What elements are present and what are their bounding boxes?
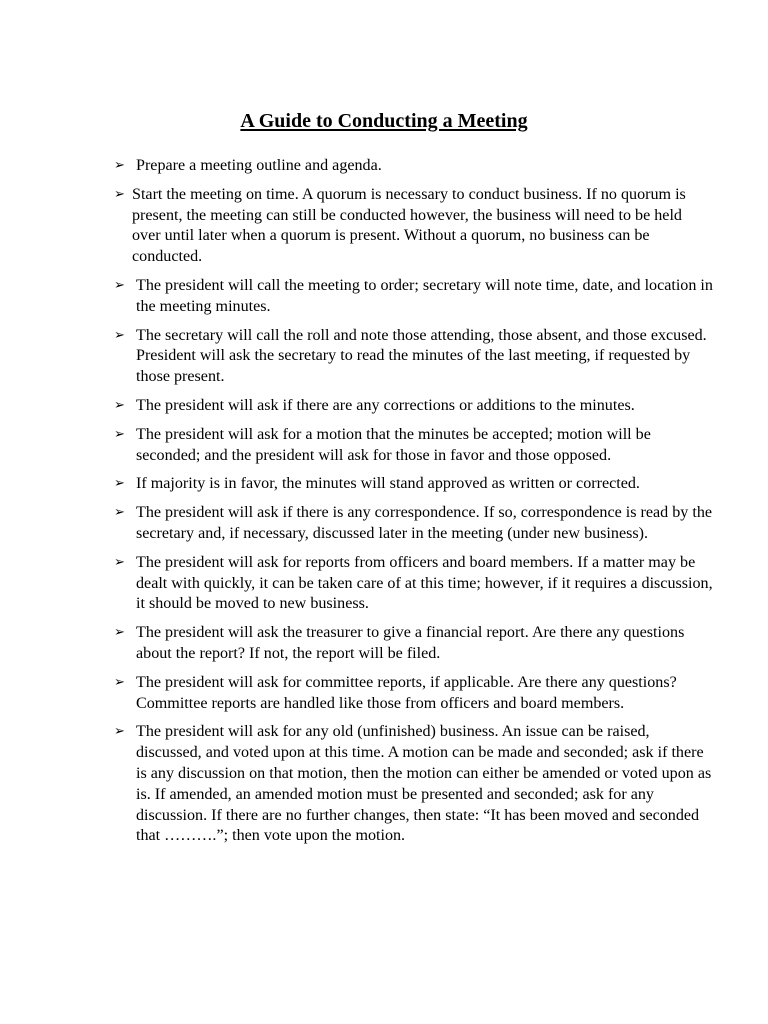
list-item-text: The president will ask if there is any correspondence. If so, correspondence is read by the secretary and, if necessary, discussed later in the meeting (under new business). xyxy=(136,504,713,542)
agenda-list xyxy=(114,156,714,855)
list-item xyxy=(114,553,714,615)
list-item xyxy=(114,474,714,495)
arrowhead-bullet-icon: ➢ xyxy=(114,554,125,570)
arrowhead-bullet-icon: ➢ xyxy=(114,505,125,521)
list-item-text: Prepare a meeting outline and agenda. xyxy=(136,157,382,174)
list-item xyxy=(114,503,714,545)
arrowhead-bullet-icon: ➢ xyxy=(114,158,125,173)
list-item xyxy=(114,673,714,715)
arrowhead-bullet-icon: ➢ xyxy=(114,476,125,492)
list-item xyxy=(114,425,714,467)
list-item-text: Start the meeting on time. A quorum is necessary to conduct business. If no quorum is present, the meeting can still be conducted however, the business will need to be held over until later when a quorum is present. Without a quorum, no business can be conducted. xyxy=(132,185,686,266)
list-item xyxy=(114,326,714,388)
arrowhead-bullet-icon: ➢ xyxy=(114,397,125,413)
list-item-text: The secretary will call the roll and note those attending, those absent, and those excused. President will ask the secretary to read the minutes of the last meeting, if requested by those present. xyxy=(136,326,707,386)
list-item xyxy=(114,276,714,318)
list-item-text: The president will ask for committee reports, if applicable. Are there any questions? Committee reports are handled like those from officers and board members. xyxy=(136,673,677,712)
list-item-text: The president will call the meeting to order; secretary will note time, date, and location in the meeting minutes. xyxy=(136,276,713,315)
arrowhead-bullet-icon: ➢ xyxy=(114,724,125,740)
list-item xyxy=(114,623,714,665)
list-item-text: If majority is in favor, the minutes will stand approved as written or corrected. xyxy=(136,475,640,493)
list-item-text: The president will ask for reports from officers and board members. If a matter may be dealt with quickly, it can be taken care of at this time; however, if it requires a discussion, it should be moved to new business. xyxy=(136,553,713,613)
list-item-text: The president will ask the treasurer to give a financial report. Are there any questions about the report? If not, the report will be filed. xyxy=(136,624,685,662)
page-title: A Guide to Conducting a Meeting xyxy=(240,110,528,132)
arrowhead-bullet-icon: ➢ xyxy=(114,277,125,293)
list-item-text: The president will ask for a motion that the minutes be accepted; motion will be seconded; and the president will ask for those in favor and those opposed. xyxy=(136,425,651,464)
list-item xyxy=(114,396,714,417)
list-item-text: The president will ask for any old (unfinished) business. An issue can be raised, discussed, and voted upon at this time. A motion can be made and seconded; ask if there is any discussion on that motion, then the motion can either be amended or voted upon as is. If amended, an amended motion must be presented and seconded; ask for any discussion. If there are no further changes, then state: “It has been moved and seconded that ……….”; then vote upon the motion. xyxy=(136,723,712,845)
list-item-text: The president will ask if there are any corrections or additions to the minutes. xyxy=(136,396,635,414)
arrowhead-bullet-icon: ➢ xyxy=(114,327,125,343)
list-item xyxy=(114,156,714,177)
arrowhead-bullet-icon: ➢ xyxy=(114,186,125,202)
list-item xyxy=(114,722,714,847)
arrowhead-bullet-icon: ➢ xyxy=(114,426,125,442)
list-item xyxy=(114,185,714,268)
arrowhead-bullet-icon: ➢ xyxy=(114,625,125,641)
arrowhead-bullet-icon: ➢ xyxy=(114,674,125,690)
